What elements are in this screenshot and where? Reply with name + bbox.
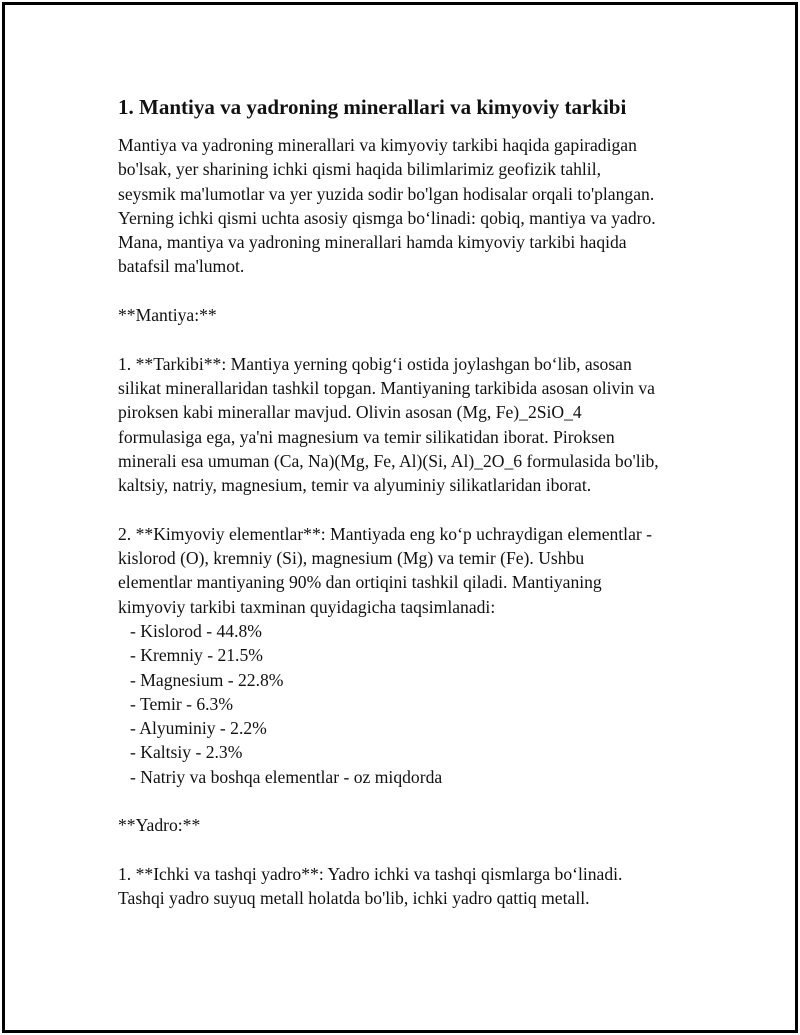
list-item: - Kremniy - 21.5% — [130, 645, 263, 666]
element-list — [118, 619, 718, 789]
spacer — [118, 838, 718, 862]
text-line: kimyoviy tarkibi taxminan quyidagicha taqsimlanadi: — [118, 596, 496, 617]
text-line: elementlar mantiyaning 90% dan ortiqini tashkil qiladi. Mantiyaning — [118, 572, 602, 593]
text-line: silikat minerallaridan tashkil topgan. Mantiyaning tarkibida asosan olivin va — [118, 377, 655, 398]
spacer — [118, 789, 718, 813]
text-line: kaltsiy, natriy, magnesium, temir va alyuminiy silikatlaridan iborat. — [118, 475, 592, 496]
yadro-heading: **Yadro:** — [118, 815, 201, 836]
list-item: - Alyuminiy - 2.2% — [130, 718, 267, 739]
text-line: Mana, mantiya va yadroning minerallari hamda kimyoviy tarkibi haqida — [118, 232, 627, 253]
text-line: batafsil ma'lumot. — [118, 256, 245, 277]
text-line: seysmik ma'lumotlar va yer yuzida sodir bo'lgan hodisalar orqali to'plangan. — [118, 183, 655, 204]
yadro-paragraph — [118, 862, 718, 911]
text-line: Yerning ichki qismi uchta asosiy qismga bo‘linadi: qobiq, mantiya va yadro. — [118, 207, 656, 228]
text-line: minerali esa umuman (Ca, Na)(Mg, Fe, Al)(Si, Al)_2O_6 formulasida bo'lib, — [118, 450, 659, 471]
mantiya-elements-paragraph — [118, 522, 718, 619]
text-line: 2. **Kimyoviy elementlar**: Mantiyada eng ko‘p uchraydigan elementlar - — [118, 523, 652, 544]
text-line: piroksen kabi minerallar mavjud. Olivin asosan (Mg, Fe)_2SiO_4 — [118, 402, 582, 423]
text-line: 1. **Ichki va tashqi yadro**: Yadro ichki va tashqi qismlarga bo‘linadi. — [118, 863, 623, 884]
text-line: bo'lsak, yer sharining ichki qismi haqida bilimlarimiz geofizik tahlil, — [118, 159, 601, 180]
mantiya-heading: **Mantiya:** — [118, 305, 217, 326]
text-line: 1. **Tarkibi**: Mantiya yerning qobig‘i ostida joylashgan bo‘lib, asosan — [118, 353, 632, 374]
text-line: Mantiya va yadroning minerallari va kimyoviy tarkibi haqida gapiradigan — [118, 135, 637, 155]
intro-paragraph — [118, 133, 718, 279]
text-line: kislorod (O), kremniy (Si), magnesium (Mg) va temir (Fe). Ushbu — [118, 548, 585, 569]
spacer — [118, 327, 718, 351]
list-item: - Kaltsiy - 2.3% — [130, 742, 243, 763]
spacer — [118, 279, 718, 303]
list-item: - Magnesium - 22.8% — [130, 669, 284, 690]
mantiya-composition-paragraph — [118, 352, 718, 498]
list-item: - Natriy va boshqa elementlar - oz miqdorda — [130, 766, 443, 787]
list-item: - Temir - 6.3% — [130, 693, 234, 714]
document-body — [118, 92, 718, 911]
text-line: Tashqi yadro suyuq metall holatda bo'lib, ichki yadro qattiq metall. — [118, 888, 590, 909]
section-title: 1. Mantiya va yadroning minerallari va kimyoviy tarkibi — [118, 95, 627, 119]
text-line: formulasiga ega, ya'ni magnesium va temir silikatidan iborat. Piroksen — [118, 426, 615, 447]
list-item: - Kislorod - 44.8% — [130, 620, 262, 641]
spacer — [118, 497, 718, 521]
